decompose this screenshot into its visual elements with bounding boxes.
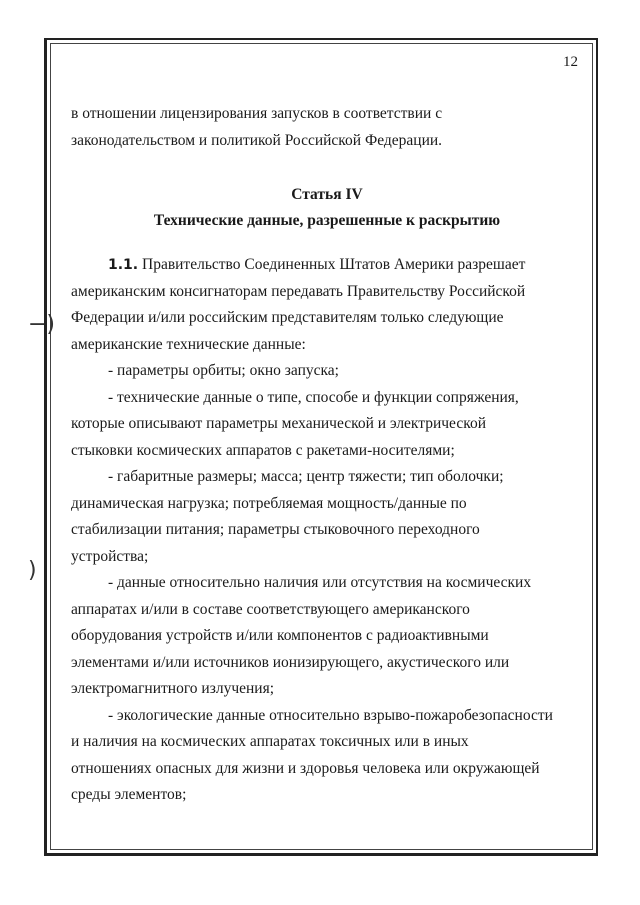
list-item-line: стыковки космических аппаратов с ракетами-носителями; (71, 441, 455, 459)
list-item-interface: - технические данные о типе, способе и функции сопряжения, (108, 388, 519, 406)
list-item-line: оборудования устройств и/или компонентов с радиоактивными (71, 627, 489, 644)
paragraph-first-line-text: Правительство Соединенных Штатов Америки разрешает (138, 256, 526, 273)
intro-text (71, 101, 583, 154)
list-item-line: и наличия на космических аппаратах токсичных или в иных (71, 733, 469, 750)
article-title: Статья IV (291, 186, 363, 203)
intro-line: законодательством и политикой Российской Федерации. (71, 131, 443, 149)
list-item-line: аппаратах и/или в составе соответствующего американского (71, 600, 470, 618)
page-number: 12 (563, 54, 578, 70)
paragraph-number: 1.1. (108, 257, 139, 273)
list-item-line: стабилизации питания; параметры стыковочного переходного (71, 521, 480, 538)
margin-mark-bottom: ) (28, 558, 37, 583)
article-body (71, 252, 583, 809)
list-item-orbit: - параметры орбиты; окно запуска; (108, 362, 339, 379)
paragraph-line: американские технические данные: (71, 335, 306, 353)
list-item-ecology: - экологические данные относительно взрыво-пожаробезопасности (108, 706, 553, 724)
paragraph-first-line (71, 252, 583, 279)
paragraph-line: американским консигнаторам передавать Правительству Российской (71, 282, 526, 300)
intro-line: в отношении лицензирования запусков в соответствии с (71, 105, 443, 122)
paragraph-line: Федерации и/или российским представителям только следующие (71, 309, 504, 326)
list-item-dimensions: - габаритные размеры; масса; центр тяжести; тип оболочки; (108, 468, 504, 485)
list-item-line: среды элементов; (71, 786, 187, 803)
list-item-line: которые описывают параметры механической и электрической (71, 415, 486, 432)
list-item-line: устройства; (71, 547, 149, 565)
list-item-line: элементами и/или источников ионизирующего, акустического или (71, 653, 510, 671)
article-subtitle: Технические данные, разрешенные к раскрытию (153, 212, 501, 229)
list-item-line: динамическая нагрузка; потребляемая мощность/данные по (71, 494, 467, 512)
margin-mark-top: −) (28, 312, 56, 337)
list-item-radiation: - данные относительно наличия или отсутствия на космических (108, 574, 532, 591)
list-item-line: электромагнитного излучения; (71, 680, 275, 697)
list-item-line: отношениях опасных для жизни и здоровья человека или окружающей (71, 759, 540, 777)
